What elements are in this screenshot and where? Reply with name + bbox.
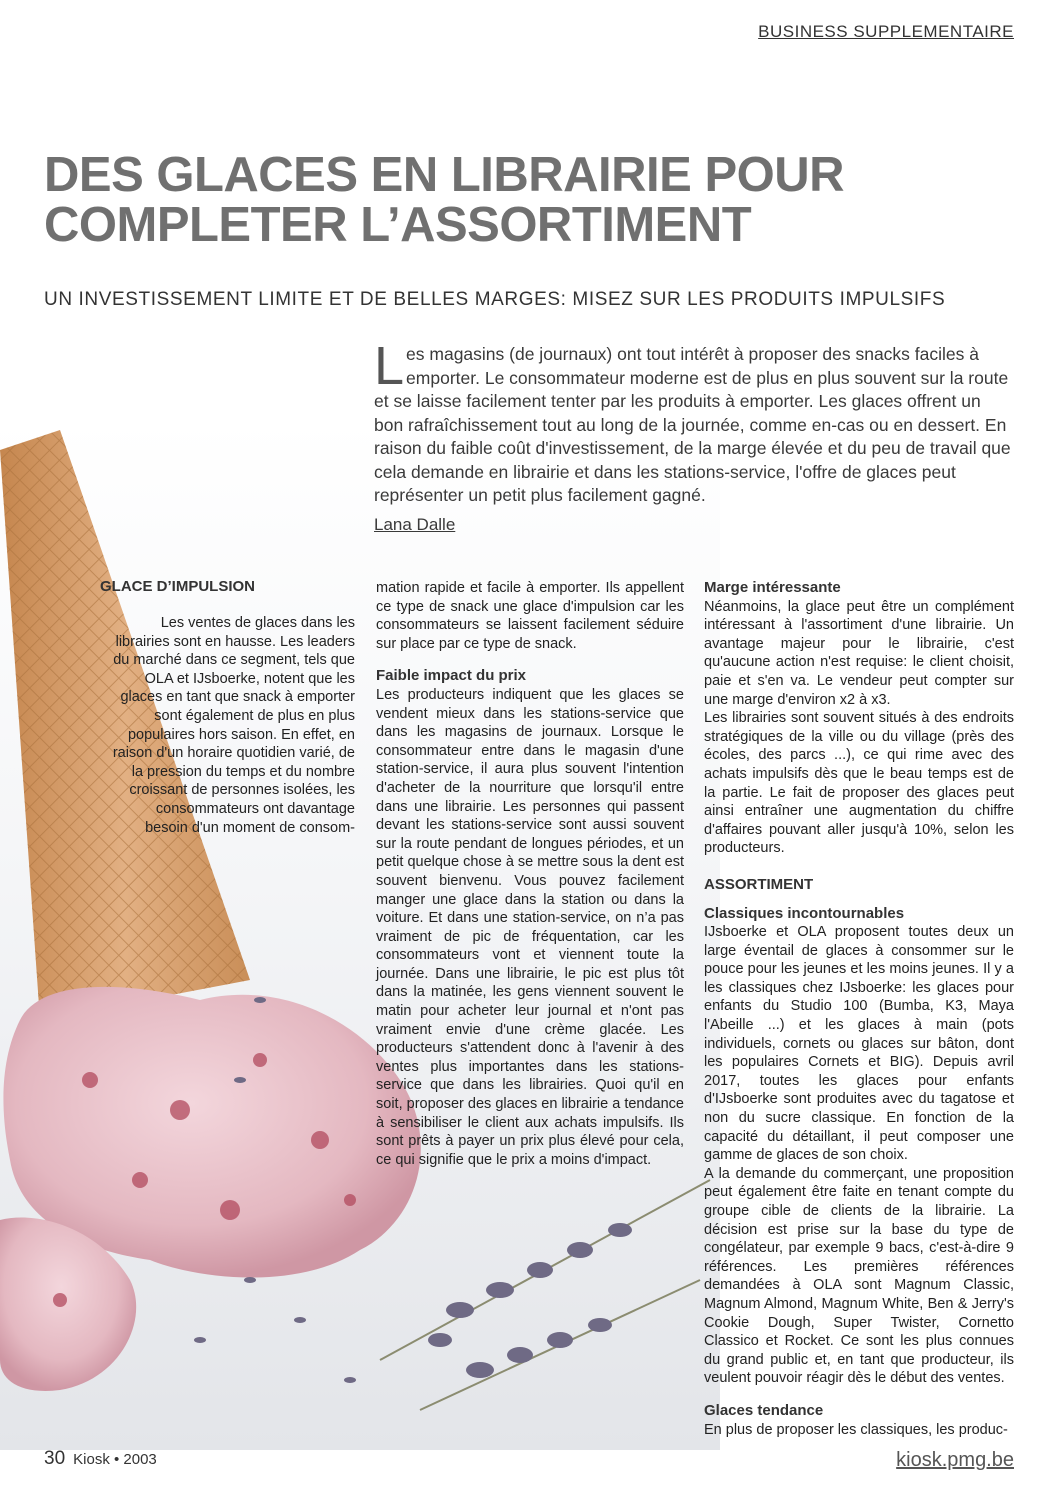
col2-paragraph-2: Les producteurs indiquent que les glaces se vendent mieux dans les stations-service que dans les magasins de journaux. Lorsque le consommateur entre dans le magasin d'une station-service, il aura plus souvent l'intention d'acheter de la nourriture que lorsqu'il entre dans une librairie. Les personnes qui passent devant les stations-service sont aussi souvent sur la route pendant de longues périodes, et un petit quelque chose à se mettre sous la dent est souvent bienvenu. Vous pouvez facilement manger une glace dans la station ou dans la voiture. Et dans une station-service, on n’a pas vraiment de pic de fréquentation, car les consommateurs vont et viennent toute la journée. Dans une librairie, le pic est plus tôt dans la matinée, les gens viennent souvent le matin pour acheter leur journal et n'ont pas vraiment envie d'une crème glacée. Les producteurs s'attendent donc à l'avenir à des ventes plus importantes dans les stations-service que dans les librairies. Quoi qu'il en soit, proposer des glaces en librairie a tendance à sensibiliser le client aux achats impulsifs. Ils sont prêts à payer un prix plus élevé pour cela, ce qui signifie que le prix a moins d'impact. — [376, 686, 684, 1168]
page-number: 30 — [44, 1448, 66, 1469]
website-link[interactable]: kiosk.pmg.be — [896, 1449, 1014, 1471]
col1-heading: GLACE D’IMPULSION — [100, 578, 256, 595]
article-subtitle: UN INVESTISSEMENT LIMITE ET DE BELLES MARGES: MISEZ SUR LES PRODUITS IMPULSIFS — [44, 289, 946, 310]
col3-paragraph-5: En plus de proposer les classiques, les produc- — [704, 1421, 1008, 1438]
col1-paragraph: Les ventes de glaces dans les librairies sont en hausse. Les leaders du marché dans ce segment, tels que OLA et IJsboerke, notent que les glaces en tant que snack à emporter sont également de plus en plus populaires hors saison. En effet, en raison d'un horaire quotidien varié, de la pression du temps et du nombre croissant de personnes isolées, les consommateurs ont davantage besoin d'un moment de consom- — [112, 615, 355, 836]
article-title: DES GLACES EN LIBRAIRIE POUR COMPLETER L’ASSORTIMENT — [44, 148, 845, 252]
col3-heading-classiques: Classiques incontournables — [704, 904, 905, 922]
article-intro — [374, 336, 1014, 508]
col3-paragraph-4: A la demande du commerçant, une proposition peut également être faite en tenant compte du groupe cible de clients de la librairie. La décision est prise sur la base du type de congélateur, par exemple 9 bacs, c'est-à-dire 9 références. Les premières références demandées à OLA sont Magnum Classic, Magnum Almond, Magnum White, Ben & Jerry's Cookie Dough, Super Twister, Cornetto Classico et Rocket. Ce sont les plus connues du grand public et, en tant que producteur, ils veulent pouvoir réagir dès le début des ventes. — [704, 1165, 1014, 1387]
col3-heading-marge: Marge intéressante — [704, 579, 841, 596]
col3-paragraph-3: IJsboerke et OLA proposent toutes deux un large éventail de glaces à consommer sur le pouce pour les jeunes et les moins jeunes. Il y a les classiques chez IJsboerke: les glaces pour enfants du Studio 100 (Bumba, K3, Maya l'Abeille ...) et les glaces à main (pots individuels, cornets ou glaces sur bâton, dont les populaires Cornets et BIG). Depuis avril 2017, toutes les glaces pour enfants d'IJsboerke sont produites avec du tagatose et non du sucre classique. En fonction de la capacité du détaillant, il peut composer une gamme de glaces de son choix. — [704, 924, 1014, 1164]
col2-paragraph-1: mation rapide et facile à emporter. Ils appellent ce type de snack une glace d'impulsion car les consommateurs se laissent facilement séduire sur place par ce type de snack. — [376, 580, 684, 652]
col2-heading: Faible impact du prix — [376, 667, 527, 685]
magazine-name: Kiosk • 2003 — [73, 1451, 157, 1468]
intro-dropcap: L — [374, 336, 405, 396]
column-2 — [376, 579, 684, 1169]
col3-paragraph-1: Néanmoins, la glace peut être un complément intéressant à l'assortiment d'une librairie. Un avantage majeur pour le librairie, c'est qu'aucune action n'est requise: le client choisit, paie et s'en va. Le vendeur peut compter sur une marge d'environ x2 à x3. — [704, 598, 1014, 708]
page-folio — [44, 1448, 157, 1470]
column-1 — [110, 614, 355, 837]
section-label: BUSINESS SUPPLEMENTAIRE — [758, 22, 1014, 41]
author-name: Lana Dalle — [374, 515, 456, 534]
col3-heading-assortiment: ASSORTIMENT — [704, 875, 814, 893]
col3-heading-tendance: Glaces tendance — [704, 1401, 824, 1419]
column-3 — [704, 579, 1014, 1439]
intro-text: es magasins (de journaux) ont tout intérêt à proposer des snacks faciles à emporter. Le consommateur moderne est de plus en plus souvent sur la route et se laisse facilement tenter par les produits à emporter. Les glaces offrent un bon rafraîchissement tout au long de la journée, comme en-cas ou en dessert. En raison du faible coût d'investissement, de la marge élevée et du peu de travail que cela demande en librairie et dans les stations-service, l'offre de glaces peut représenter un petit plus facilement gagné. — [374, 344, 1011, 505]
col3-paragraph-2: Les librairies sont souvent situés à des endroits stratégiques de la ville ou du village (près des écoles, des parcs ...), ce qui rime avec des achats impulsifs dès que le beau temps est de la partie. Le fait de proposer des glaces peut ainsi entraîner une augmentation du chiffre d'affaires pouvant aller jusqu'à 10%, selon les producteurs. — [704, 710, 1014, 857]
